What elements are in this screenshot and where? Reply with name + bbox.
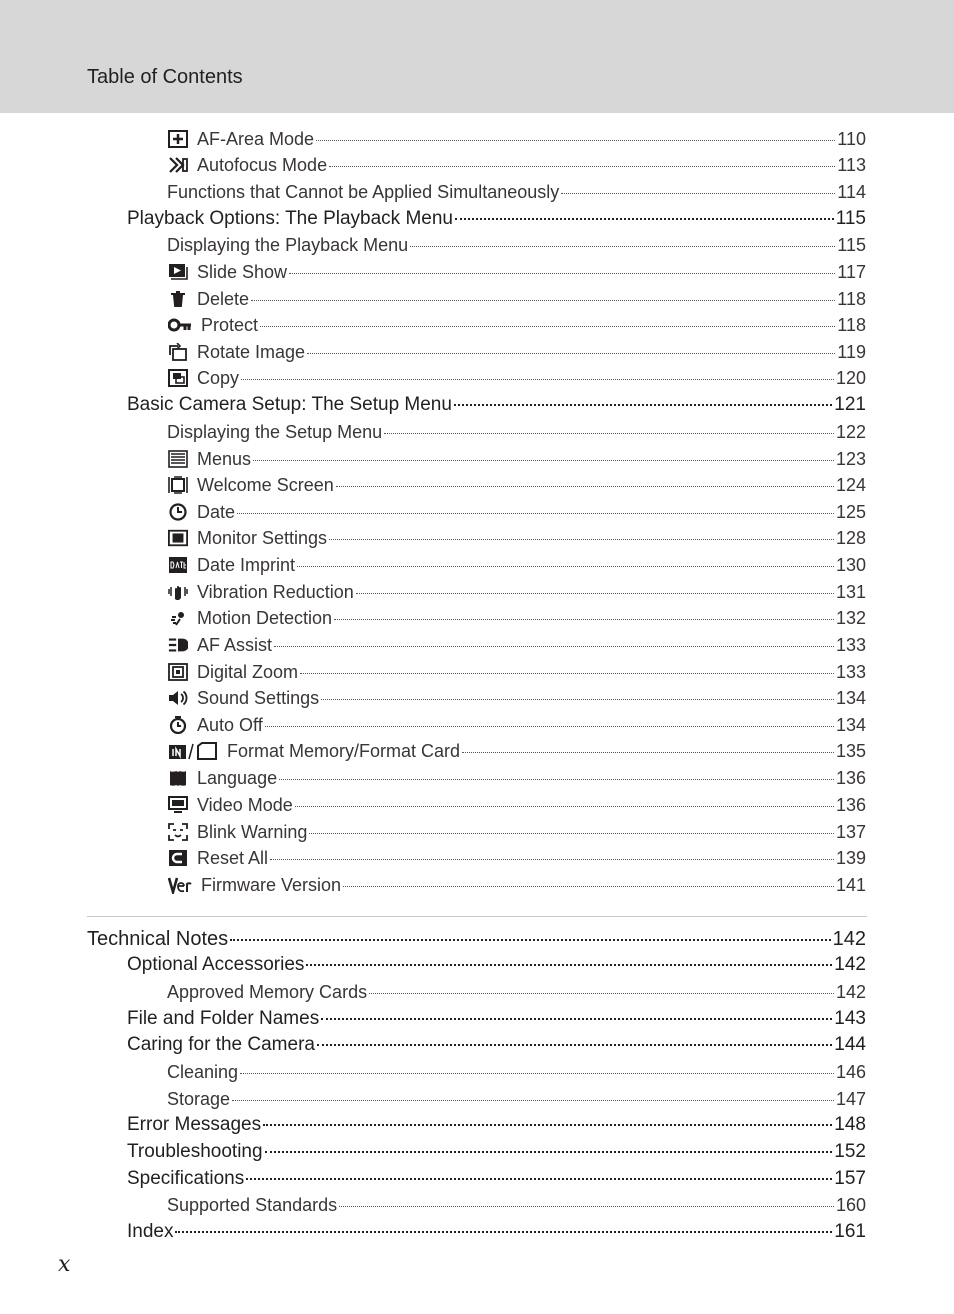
toc-entry-page: 122 <box>835 422 866 442</box>
language-icon <box>167 769 189 787</box>
dot-leader <box>274 646 834 647</box>
toc-entry[interactable] <box>167 605 866 631</box>
toc-entry-page: 114 <box>837 182 866 202</box>
dot-leader <box>561 193 835 194</box>
toc-entry[interactable] <box>167 312 866 338</box>
toc-entry[interactable] <box>167 1192 866 1218</box>
dot-leader <box>309 833 834 834</box>
toc-entry-label: Playback Options: The Playback Menu <box>127 208 453 229</box>
dot-leader <box>307 353 835 354</box>
toc-entry[interactable] <box>167 712 866 738</box>
dot-leader <box>230 939 830 941</box>
toc-entry[interactable] <box>127 392 866 418</box>
toc-entry[interactable] <box>167 792 866 818</box>
toc-entry[interactable] <box>167 738 866 764</box>
dot-leader <box>316 140 835 141</box>
blink-warning-icon <box>167 823 189 841</box>
dot-leader <box>410 246 835 247</box>
toc-entry-label: AF Assist <box>197 635 273 655</box>
toc-entry[interactable] <box>167 472 866 498</box>
digital-zoom-icon <box>167 663 189 681</box>
toc-entry[interactable] <box>167 232 866 258</box>
toc-entry[interactable] <box>167 1086 866 1112</box>
page-title: Table of Contents <box>87 66 243 88</box>
toc-entry-label: Format Memory/Format Card <box>227 741 461 761</box>
auto-off-icon <box>167 716 189 734</box>
toc-entry-label: Index <box>127 1221 174 1242</box>
toc-entry[interactable] <box>167 152 866 178</box>
toc-entry[interactable] <box>167 339 866 365</box>
toc-entry[interactable] <box>167 365 866 391</box>
dot-leader <box>237 513 834 514</box>
af-area-icon <box>167 130 189 148</box>
dot-leader <box>263 1124 832 1126</box>
autofocus-icon <box>167 156 189 174</box>
toc-entry-page: 113 <box>837 155 866 175</box>
vibration-reduction-icon <box>167 583 189 601</box>
toc-entry-label: Monitor Settings <box>197 528 328 548</box>
toc-entry[interactable] <box>167 419 866 445</box>
toc-entry[interactable] <box>167 685 866 711</box>
af-assist-icon <box>167 636 189 654</box>
toc-entry-page: 119 <box>837 342 866 362</box>
clock-icon <box>167 503 189 521</box>
toc-entry[interactable] <box>127 952 866 978</box>
toc-entry-page: 131 <box>835 582 866 602</box>
toc-entry[interactable] <box>167 632 866 658</box>
toc-entry[interactable] <box>167 179 866 205</box>
toc-entry[interactable] <box>167 872 866 898</box>
toc-entry-label: Copy <box>197 368 240 388</box>
toc-entry-label: Autofocus Mode <box>197 155 328 175</box>
section-divider <box>87 916 867 917</box>
toc-entry-label: Sound Settings <box>197 688 320 708</box>
toc-entry[interactable] <box>167 259 866 285</box>
toc-entry-page: 142 <box>834 954 866 975</box>
toc-entry-page: 118 <box>837 289 866 309</box>
toc-entry-label: Cleaning <box>167 1062 239 1082</box>
toc-entry-page: 110 <box>837 129 866 149</box>
toc-entry-label: Rotate Image <box>197 342 306 362</box>
toc-entry-label: Reset All <box>197 848 269 868</box>
welcome-screen-icon <box>167 476 189 494</box>
reset-icon <box>167 849 189 867</box>
toc-entry-page: 125 <box>835 502 866 522</box>
dot-leader <box>289 273 835 274</box>
toc-entry[interactable] <box>167 819 866 845</box>
toc-entry-page: 141 <box>835 875 866 895</box>
toc-entry-page: 123 <box>835 449 866 469</box>
slide-show-icon <box>167 263 189 281</box>
toc-entry-label: Storage <box>167 1089 231 1109</box>
toc-entry-label: Motion Detection <box>197 608 333 628</box>
toc-entry-label: Functions that Cannot be Applied Simultaneously <box>167 182 560 202</box>
toc-entry[interactable] <box>167 126 866 152</box>
toc-entry-page: 121 <box>834 394 866 415</box>
toc-entry[interactable] <box>167 552 866 578</box>
toc-entry-label: Caring for the Camera <box>127 1034 315 1055</box>
page-number: x <box>58 1252 71 1277</box>
toc-entry-page: 142 <box>832 928 866 950</box>
toc-entry[interactable] <box>127 1112 866 1138</box>
dot-leader <box>270 859 834 860</box>
toc-entry-page: 133 <box>835 635 866 655</box>
toc-entry[interactable] <box>167 845 866 871</box>
toc-entry-page: 124 <box>835 475 866 495</box>
toc-entry[interactable] <box>167 525 866 551</box>
dot-leader <box>454 404 832 406</box>
toc-entry-page: 143 <box>834 1008 866 1029</box>
toc-entry-page: 135 <box>835 741 866 761</box>
toc-entry-page: 118 <box>837 315 866 335</box>
format-memory-card-icon <box>167 742 219 760</box>
dot-leader <box>265 726 834 727</box>
dot-leader <box>279 779 834 780</box>
dot-leader <box>329 166 835 167</box>
dot-leader <box>462 752 834 753</box>
toc-entry[interactable] <box>127 1139 866 1165</box>
firmware-version-icon <box>167 876 193 894</box>
toc-entry-label: Technical Notes <box>87 928 229 950</box>
dot-leader <box>265 1151 833 1153</box>
dot-leader <box>246 1178 832 1180</box>
toc-entry-page: 134 <box>835 715 866 735</box>
toc-entry[interactable] <box>167 286 866 312</box>
toc-entry-label: Approved Memory Cards <box>167 982 368 1002</box>
toc-entry[interactable] <box>87 926 866 952</box>
menu-icon <box>167 450 189 468</box>
toc-entry-page: 133 <box>835 662 866 682</box>
toc-entry-label: Video Mode <box>197 795 293 815</box>
toc-entry-page: 161 <box>834 1221 866 1242</box>
toc-entry[interactable] <box>127 1219 866 1245</box>
dot-leader <box>300 673 834 674</box>
dot-leader <box>321 1018 832 1020</box>
toc-entry-label: Date Imprint <box>197 555 296 575</box>
toc-entry-label: Date <box>197 502 236 522</box>
toc-entry[interactable] <box>127 1006 866 1032</box>
toc-entry-label: Slide Show <box>197 262 288 282</box>
toc-entry-page: 117 <box>837 262 866 282</box>
toc-entry-label: Troubleshooting <box>127 1141 263 1162</box>
toc-entry-page: 120 <box>835 368 866 388</box>
toc-entry[interactable] <box>167 765 866 791</box>
toc-entry-page: 152 <box>834 1141 866 1162</box>
toc-entry-page: 130 <box>835 555 866 575</box>
toc-entry-page: 136 <box>835 768 866 788</box>
date-imprint-icon <box>167 556 189 574</box>
dot-leader <box>306 964 832 966</box>
key-icon <box>167 316 193 334</box>
dot-leader <box>384 433 834 434</box>
toc-entry[interactable] <box>167 659 866 685</box>
toc-entry-page: 132 <box>835 608 866 628</box>
toc-entry-label: File and Folder Names <box>127 1008 320 1029</box>
toc-entry-page: 160 <box>835 1195 866 1215</box>
toc-entry-label: Auto Off <box>197 715 263 735</box>
toc-entry-page: 115 <box>837 235 866 255</box>
dot-leader <box>175 1231 832 1233</box>
toc-entry-page: 136 <box>835 795 866 815</box>
dot-leader <box>329 539 834 540</box>
dot-leader <box>455 218 834 220</box>
toc-entry-label: Vibration Reduction <box>197 582 354 602</box>
toc-entry-label: Delete <box>197 289 250 309</box>
toc-entry[interactable] <box>167 979 866 1005</box>
toc-entry-label: Menus <box>197 449 252 469</box>
toc-entry[interactable] <box>127 1032 866 1058</box>
dot-leader <box>253 460 834 461</box>
dot-leader <box>321 699 834 700</box>
toc-entry[interactable] <box>167 446 866 472</box>
toc-entry-label: Firmware Version <box>201 875 342 895</box>
toc-entry[interactable] <box>127 1166 866 1192</box>
toc-entry-label: Language <box>197 768 278 788</box>
motion-detection-icon <box>167 609 189 627</box>
rotate-icon <box>167 343 189 361</box>
dot-leader <box>232 1100 834 1101</box>
toc-entry-label: Displaying the Playback Menu <box>167 235 409 255</box>
toc-entry-page: 148 <box>834 1114 866 1135</box>
toc-entry-page: 144 <box>834 1034 866 1055</box>
trash-icon <box>167 290 189 308</box>
toc-entry-page: 157 <box>834 1168 866 1189</box>
dot-leader <box>317 1044 832 1046</box>
toc-entry-page: 139 <box>835 848 866 868</box>
toc-entry[interactable] <box>127 206 866 232</box>
video-mode-icon <box>167 796 189 814</box>
dot-leader <box>334 619 834 620</box>
toc-entry-page: 146 <box>835 1062 866 1082</box>
toc-entry-label: Blink Warning <box>197 822 308 842</box>
dot-leader <box>295 806 834 807</box>
toc-entry-page: 147 <box>835 1089 866 1109</box>
toc-entry-label: Supported Standards <box>167 1195 338 1215</box>
toc-entry[interactable] <box>167 1059 866 1085</box>
dot-leader <box>241 379 834 380</box>
toc-entry-label: Welcome Screen <box>197 475 334 495</box>
dot-leader <box>260 326 835 327</box>
toc-entry-label: AF-Area Mode <box>197 129 315 149</box>
toc-entry-label: Specifications <box>127 1168 245 1189</box>
toc-entry[interactable] <box>167 579 866 605</box>
toc-entry-label: Digital Zoom <box>197 662 299 682</box>
toc-entry-label: Optional Accessories <box>127 954 305 975</box>
toc-entry-page: 134 <box>835 688 866 708</box>
dot-leader <box>240 1073 834 1074</box>
dot-leader <box>297 566 834 567</box>
toc-entry[interactable] <box>167 499 866 525</box>
toc-entry-label: Protect <box>201 315 259 335</box>
dot-leader <box>343 886 834 887</box>
speaker-icon <box>167 689 189 707</box>
toc-entry-label: Displaying the Setup Menu <box>167 422 383 442</box>
dot-leader <box>251 300 835 301</box>
dot-leader <box>339 1206 834 1207</box>
dot-leader <box>336 486 834 487</box>
toc-entry-page: 128 <box>835 528 866 548</box>
toc-entry-page: 115 <box>835 208 866 229</box>
toc-entry-label: Basic Camera Setup: The Setup Menu <box>127 394 452 415</box>
toc-entry-page: 142 <box>835 982 866 1002</box>
toc-entry-label: Error Messages <box>127 1114 262 1135</box>
dot-leader <box>369 993 834 994</box>
dot-leader <box>356 593 834 594</box>
monitor-icon <box>167 529 189 547</box>
toc-entry-page: 137 <box>835 822 866 842</box>
copy-icon <box>167 369 189 387</box>
